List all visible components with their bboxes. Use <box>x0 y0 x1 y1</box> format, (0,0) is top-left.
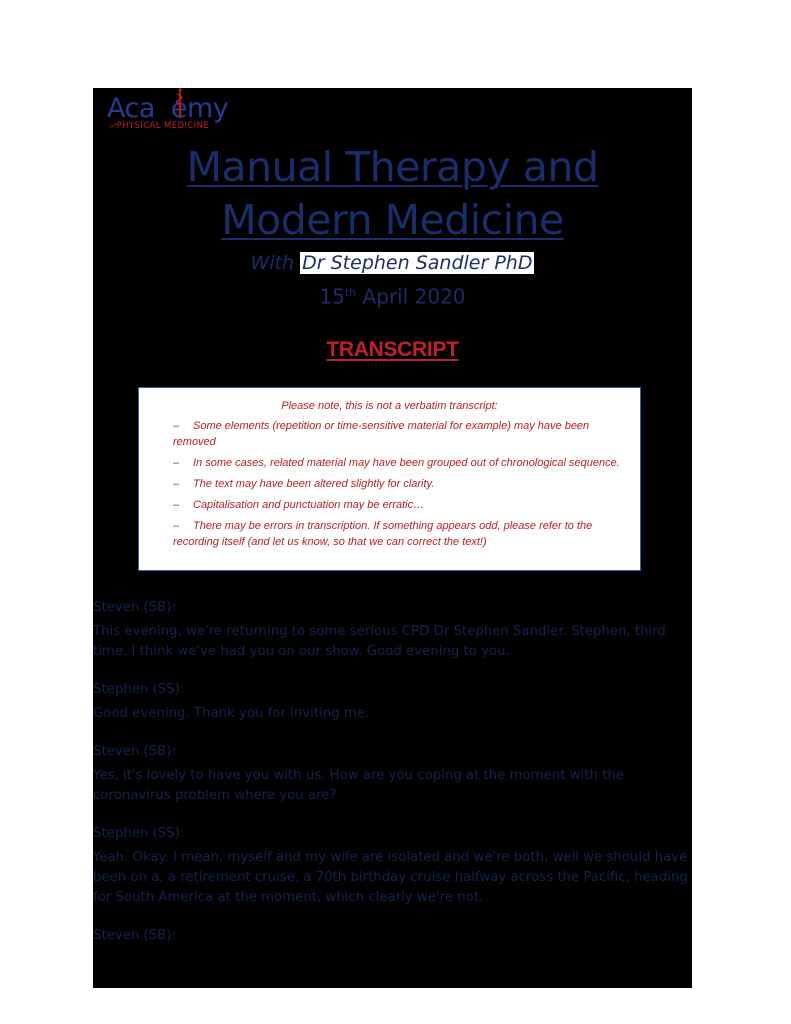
notice-item <box>173 418 628 450</box>
notice-item <box>173 497 628 513</box>
notice-item-text: Capitalisation and punctuation may be erratic… <box>193 499 425 511</box>
speaker-label: Steven (SB): <box>93 744 176 759</box>
notice-dash: – <box>173 499 180 511</box>
dialogue-text: This evening, we're returning to some serious CPD Dr Stephen Sandler. Stephen, third time, I think we've had you on our show. Good evening to you. <box>93 624 666 659</box>
event-date <box>93 280 692 310</box>
speaker-label: Steven (SB): <box>93 600 176 615</box>
caduceus-icon <box>175 88 185 122</box>
logo-subtitle-text: PHYSICAL MEDICINE <box>116 121 210 131</box>
logo-subtitle-prefix: of <box>110 123 117 130</box>
with-label: With <box>250 252 295 274</box>
transcript-notice-box <box>138 387 641 571</box>
notice-dash: – <box>173 478 180 490</box>
dialogue-text: Good evening. Thank you for inviting me. <box>93 706 370 721</box>
notice-item-text: There may be errors in transcription. If something appears odd, please refer to the recording itself (and let us know, so that we can correct the text!) <box>173 520 593 548</box>
notice-list <box>173 418 628 550</box>
logo-wordmark <box>107 94 228 124</box>
speaker-label: Stephen (SS): <box>93 826 185 841</box>
logo-text-left: Aca <box>107 93 155 124</box>
presenter-line <box>93 250 692 276</box>
date-day: 15 <box>319 284 345 309</box>
document-title-line-1[interactable]: Manual Therapy and <box>186 143 599 191</box>
notice-item-text: The text may have been altered slightly for clarity. <box>193 478 435 490</box>
notice-item-text: In some cases, related material may have been grouped out of chronological sequence. <box>193 457 620 469</box>
notice-dash: – <box>173 520 180 532</box>
transcript-dialogue <box>93 599 692 950</box>
document-title-line-2[interactable]: Modern Medicine <box>221 196 564 244</box>
notice-item-text: Some elements (repetition or time-sensitive material for example) may have been removed <box>173 420 590 448</box>
speaker-label: Steven (SB): <box>93 928 176 943</box>
dialogue-text: Yeah. Okay. I mean, myself and my wife are isolated and we're both, well we should have been on a, a retirement cruise, a 70th birthday cruise halfway across the Pacific, heading for South America at the moment, which clearly we're not. <box>93 850 688 905</box>
notice-item <box>173 455 628 471</box>
notice-title: Please note, this is not a verbatim transcript: <box>281 400 498 412</box>
notice-item <box>173 518 628 550</box>
date-suffix: th <box>344 286 357 299</box>
transcript-heading: TRANSCRIPT <box>326 338 459 361</box>
speaker-label: Stephen (SS): <box>93 682 185 697</box>
date-rest: April 2020 <box>356 284 466 309</box>
dialogue-text: Yes, it's lovely to have you with us. How are you coping at the moment with the coronavirus problem where you are? <box>93 768 624 803</box>
academy-logo <box>107 94 247 134</box>
presenter-name: Dr Stephen Sandler PhD <box>302 252 533 274</box>
notice-item <box>173 476 628 492</box>
notice-dash: – <box>173 457 180 469</box>
notice-dash: – <box>173 420 180 432</box>
logo-text-right: emy <box>170 93 229 124</box>
logo-subtitle <box>110 121 209 131</box>
